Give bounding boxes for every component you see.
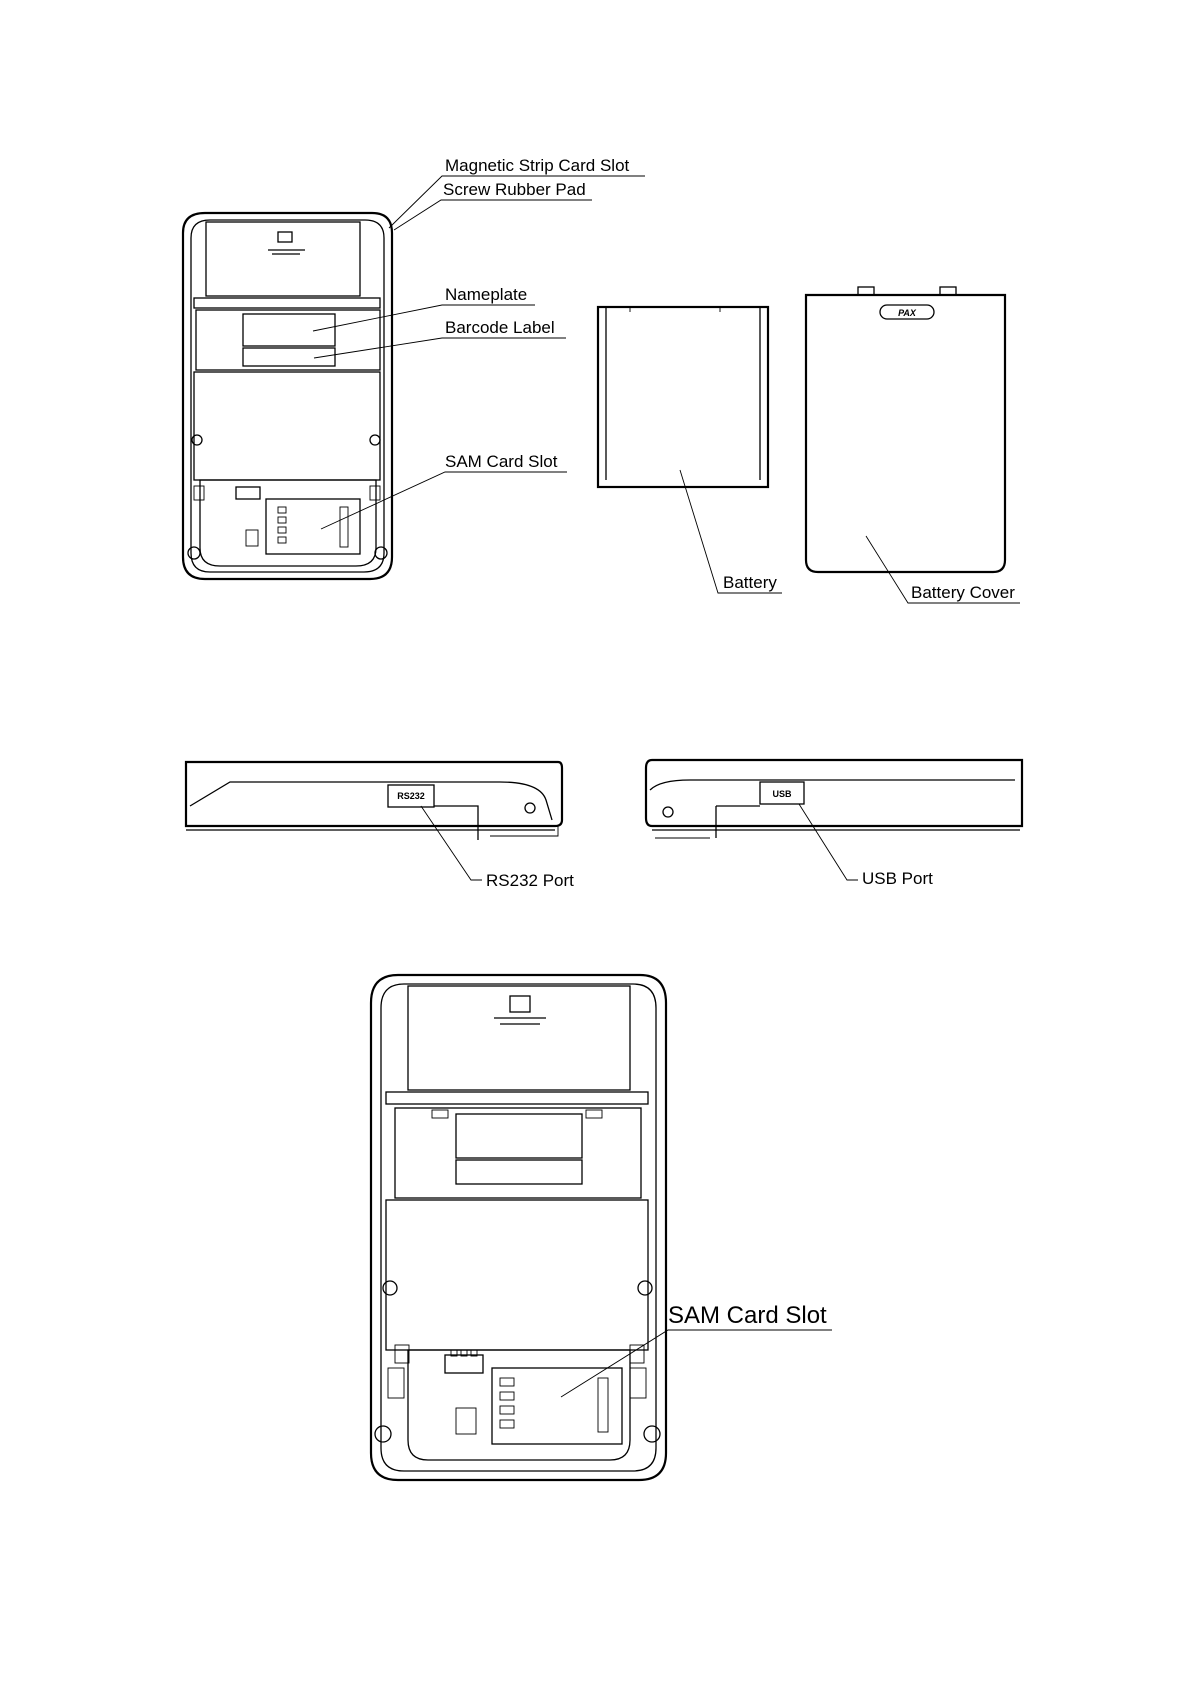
label-usb-port: USB Port — [862, 869, 933, 888]
label-sam-card-slot-bottom: SAM Card Slot — [668, 1302, 827, 1329]
label-battery: Battery — [723, 573, 777, 592]
battery-drawing — [598, 307, 768, 487]
label-screw-rubber-pad: Screw Rubber Pad — [443, 180, 586, 199]
label-battery-cover: Battery Cover — [911, 583, 1015, 602]
device-back-view-large — [371, 975, 666, 1480]
rs232-tag: RS232 — [397, 791, 425, 801]
side-view-usb — [646, 760, 1022, 838]
label-rs232-port: RS232 Port — [486, 871, 574, 890]
label-barcode-label: Barcode Label — [445, 318, 555, 337]
battery-cover-drawing — [806, 287, 1005, 572]
label-sam-card-slot-top: SAM Card Slot — [445, 452, 558, 471]
side-view-rs232 — [186, 762, 562, 840]
pax-logo: PAX — [898, 308, 916, 318]
label-magnetic-strip-card-slot: Magnetic Strip Card Slot — [445, 156, 630, 175]
usb-tag: USB — [772, 789, 792, 799]
device-back-view-small — [183, 213, 392, 579]
label-nameplate: Nameplate — [445, 285, 528, 304]
